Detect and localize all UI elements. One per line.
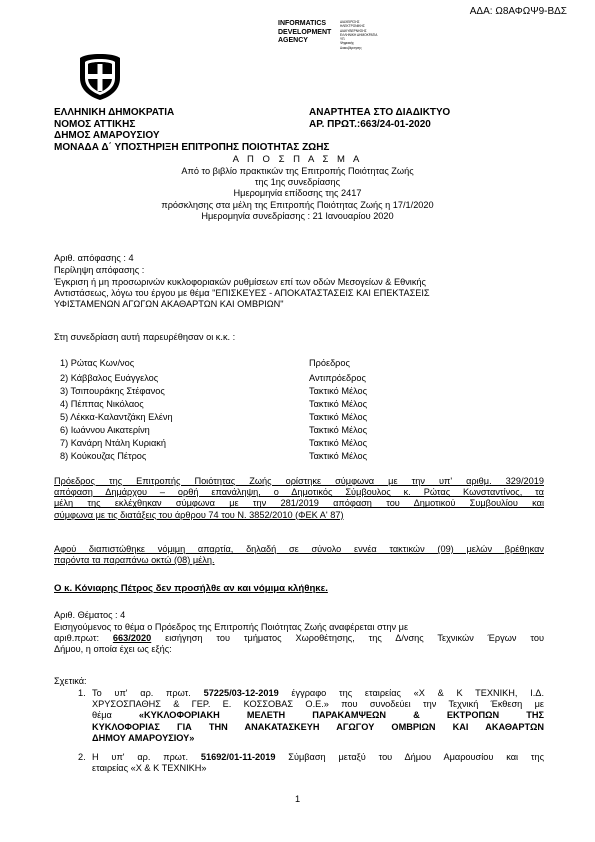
protocol-header: [309, 107, 450, 130]
summary-line: Έγκριση ή μη προσωρινών κυκλοφοριακών ρυθμίσεων επί των οδών Μεσογείων & Εθνικής: [54, 277, 426, 287]
quorum-line: Αφού διαπιστώθηκε νόμιμη απαρτία, δηλαδή σε σύνολο εννέα τακτικών (09) μελών βρέθηκαν: [54, 544, 544, 554]
posting-notice: ΑΝΑΡΤΗΤΕΑ ΣΤΟ ΔΙΑΔΙΚΤΥΟ: [309, 107, 451, 118]
agency-small-line: Διακυβέρνησης: [340, 45, 362, 50]
chair-line: σύμφωνα με τις διατάξεις του άρθρου 74 του Ν. 3852/2010 (ΦΕΚ Α' 87): [54, 509, 344, 520]
item-line: [92, 688, 544, 699]
quorum-line: παρόντα τα παραπάνω οκτώ (08) μέλη.: [54, 555, 215, 566]
member-role: Τακτικό Μέλος: [309, 438, 368, 448]
item-bold: «ΚΥΚΛΟΦΟΡΙΑΚΗ ΜΕΛΕΤΗ ΠΑΡΑΚΑΜΨΕΩΝ & ΕΚΤΡΟΠΩΝ ΤΗΣ: [138, 710, 545, 721]
member-role: Τακτικό Μέλος: [309, 425, 368, 435]
agency-small-line: ΔΙΑΚΥΒΕΡΝΗΣΗΣ: [340, 28, 367, 33]
member-name: 1) Ρώτας Κων/νος: [60, 358, 135, 368]
agency-line: AGENCY: [278, 37, 308, 44]
minutes-info: [0, 166, 595, 222]
intro-ref-rest: εισήγηση του τμήματος Χωροθέτησης, της Δ/νσης Τεχνικών Έργων του: [165, 633, 544, 644]
minutes-line: Ημερομηνία συνεδρίασης : 21 Ιανουαρίου 2020: [201, 210, 394, 221]
issuer-line: ΝΟΜΟΣ ΑΤΤΙΚΗΣ: [54, 118, 136, 130]
item-line: [92, 710, 544, 721]
topic-number: Αριθ. Θέματος : 4: [54, 610, 126, 620]
intro-line: Δήμου, η οποία έχει ως εξής:: [54, 644, 172, 655]
minutes-line: Από το βιβλίο πρακτικών της Επιτροπής Ποιότητας Ζωής: [181, 166, 414, 176]
member-role: Πρόεδρος: [309, 358, 350, 368]
summary-text: [54, 277, 544, 311]
agency-line: INFORMATICS: [278, 20, 327, 27]
item-line: εταιρείας «Χ & Κ ΤΕΧΝΙΚΗ»: [92, 763, 207, 774]
item-line: ΧΡΥΣΟΣΠΑΘΗΣ & ΓΕΡ. Ε. ΚΟΣΣΟΒΑΣ Ο.Ε.» που συνοδεύει την Τεχνική Έκθεση με: [92, 699, 544, 710]
issuer-line: ΕΛΛΗΝΙΚΗ ΔΗΜΟΚΡΑΤΙΑ: [54, 107, 175, 118]
chair-line: απόφαση Δημάρχου – ορθή επανάληψη, ο Δημοτικός Σύμβουλος κ. Ρώτας Κωνσταντίνος, τα: [54, 487, 544, 498]
relevant-item-2: [78, 752, 544, 774]
agency-line: DEVELOPMENT: [278, 28, 332, 36]
issuer-line: ΔΗΜΟΣ ΑΜΑΡΟΥΣΙΟΥ: [54, 130, 160, 141]
agency-small-line: ΥΠ.: [340, 37, 346, 42]
agency-small-line: ΕΛΛΗΝΙΚΗ ΔΗΜΟΚΡΑΤΙΑ: [340, 32, 378, 37]
item-line: [92, 752, 544, 763]
member-name: 8) Κούκουζας Πέτρος: [60, 451, 147, 461]
agency-small-line: ΗΛΕΚΤΡΟΝΙΚΗΣ: [340, 24, 365, 29]
agency-small-line: Ψηφιακής: [340, 41, 354, 46]
minutes-line: Ημερομηνία επίδοσης της 2417: [233, 188, 362, 199]
member-role: Τακτικό Μέλος: [309, 412, 368, 422]
greek-emblem-icon: [74, 50, 126, 102]
chair-paragraph: [54, 476, 544, 521]
intro-line: Εισηγούμενος το θέμα ο Πρόεδρος της Επιτροπής Ποιότητας Ζωής αναφέρεται στην με: [54, 622, 409, 632]
chair-line: Πρόεδρος της Επιτροπής Ποιότητας Ζωής ορίστηκε σύμφωνα με την υπ' αριθμ. 329/2019: [54, 476, 544, 486]
member-name: 5) Λέκκα-Καλαντζάκη Ελένη: [60, 412, 173, 422]
issuer-header: [54, 107, 329, 153]
item-line: ΔΗΜΟΥ ΑΜΑΡΟΥΣΙΟΥ»: [92, 732, 195, 743]
relevant-item-1: [78, 688, 544, 744]
minutes-line: πρόσκλησης στα μέλη της Επιτροπής Ποιότητας Ζωής η 17/1/2020: [161, 199, 434, 210]
member-name: 6) Ιωάννου Αικατερίνη: [60, 425, 150, 435]
intro-ref-number: 663/2020: [112, 633, 152, 644]
item-line: ΚΥΚΛΟΦΟΡΙΑΣ ΓΙΑ ΤΗΝ ΑΝΑΚΑΤΑΣΚΕΥΗ ΑΓΩΓΟΥ ΟΜΒΡΙΩΝ ΚΑΙ ΑΚΑΘΑΡΤΩΝ: [92, 721, 544, 732]
member-name: 2) Κάββαλος Ευάγγελος: [60, 373, 159, 383]
item-rest: έγγραφο της εταιρείας «Χ & Κ ΤΕΧΝΙΚΗ, Ι.Δ.: [291, 688, 544, 698]
item-number: 1.: [78, 688, 86, 698]
member-role: Τακτικό Μέλος: [309, 399, 368, 409]
item-ref: 57225/03-12-2019: [203, 688, 279, 698]
agency-small-text: [340, 20, 377, 50]
item-ref: 51692/01-11-2019: [200, 752, 276, 762]
member-role: Τακτικό Μέλος: [309, 451, 368, 461]
item-pre: Το υπ' αρ. πρωτ.: [92, 688, 191, 698]
quorum-paragraph: [54, 544, 544, 566]
protocol-number: ΑΡ. ΠΡΩΤ.:663/24-01-2020: [309, 118, 431, 130]
item-number: 2.: [78, 752, 86, 762]
intro-ref-label: αριθ.πρωτ:: [54, 633, 100, 644]
attendance-intro: Στη συνεδρίαση αυτή παρευρέθησαν οι κ.κ. :: [54, 332, 236, 342]
issuer-line: ΜΟΝΑΔΑ Δ΄ ΥΠΟΣΤΗΡΙΞΗ ΕΠΙΤΡΟΠΗΣ ΠΟΙΟΤΗΤΑΣ ΖΩΗΣ: [54, 141, 330, 153]
summary-line: Αντιστάσεως, λόγω του έργου με θέμα "ΕΠΙΣΚΕΥΕΣ - ΑΠΟΚΑΤΑΣΤΑΣΕΙΣ ΚΑΙ ΕΠΕΚΤΑΣΕΙΣ: [54, 288, 430, 299]
minutes-line: της 1ης συνεδρίασης: [254, 177, 341, 188]
agency-logo-text: [278, 20, 331, 46]
relevant-label: Σχετικά:: [54, 676, 87, 686]
agency-small-line: ΔΙΑΧΕΙΡΙΣΗΣ: [340, 20, 360, 24]
page-number: 1: [294, 794, 301, 804]
member-name: 3) Τσιπουράκης Στέφανος: [60, 386, 165, 396]
item-pre: Η υπ' αρ. πρωτ.: [92, 752, 189, 762]
intro-paragraph: [54, 622, 544, 656]
item-rest: Σύμβαση μεταξύ του Δήμου Αμαρουσίου και της: [288, 752, 545, 762]
member-role: Αντιπρόεδρος: [309, 373, 366, 383]
summary-line: ΥΦΙΣΤΑΜΕΝΩΝ ΑΓΩΓΩΝ ΑΚΑΘΑΡΤΩΝ ΚΑΙ ΟΜΒΡΙΩΝ": [54, 299, 284, 310]
item-pre: θέμα: [92, 710, 112, 721]
ada-code: ΑΔΑ: Ω8ΑΦΩΨ9-ΒΔΣ: [469, 6, 567, 17]
decision-number: Αριθ. απόφασης : 4: [54, 253, 134, 263]
summary-label: Περίληψη απόφασης :: [54, 265, 145, 275]
member-role: Τακτικό Μέλος: [309, 386, 368, 396]
intro-line: [54, 633, 544, 644]
absent-member-line: Ο κ. Κόνιαρης Πέτρος δεν προσήλθε αν και νόμιμα κλήθηκε.: [54, 583, 328, 594]
member-name: 7) Κανάρη Ντάλη Κυριακή: [60, 438, 166, 448]
extract-title: Α Π Ο Σ Π Α Σ Μ Α: [232, 154, 363, 165]
chair-line: μέλη της εκλέχθηκαν σύμφωνα με την 281/2019 απόφαση του Δημοτικού Συμβουλίου και: [54, 498, 544, 509]
member-name: 4) Πέππας Νικόλαος: [60, 399, 144, 409]
